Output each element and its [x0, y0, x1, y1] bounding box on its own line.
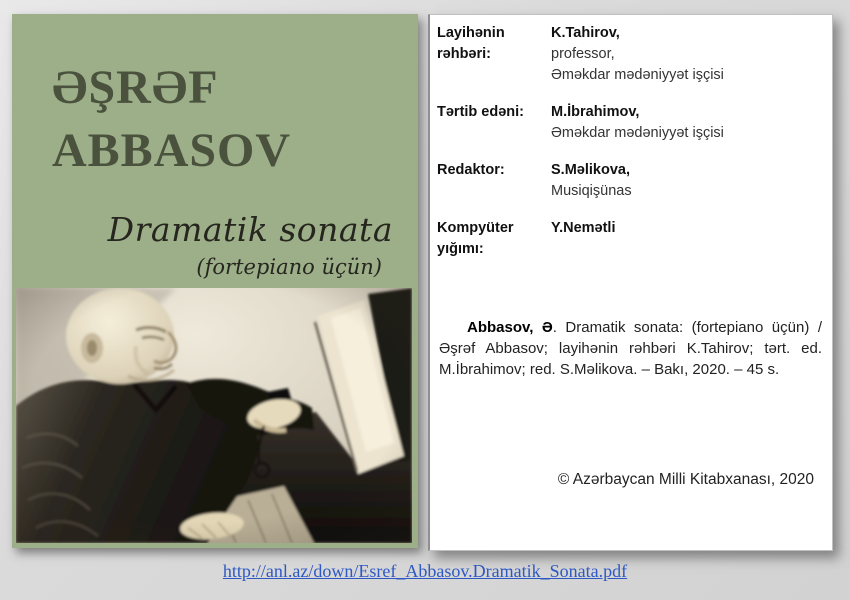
citation-text: . Dramatik sonata: (fortepiano üçün) / Əşrəf Abbasov; layihənin rəhbəri K.Tahirov; tərt. ed. M.İbrahimov; red. S.Məlikova. – Bakı, 2020. – 45 s. — [439, 319, 822, 378]
copyright-line: © Azərbaycan Milli Kitabxanası, 2020 — [557, 471, 814, 488]
credits-block — [437, 23, 822, 276]
credit-value — [551, 23, 822, 86]
cover-author-line2: ABBASOV — [52, 124, 292, 177]
credit-label: Redaktor: — [437, 162, 505, 178]
credit-person-name: S.Məlikova, — [551, 162, 630, 178]
title-page — [428, 14, 833, 551]
pdf-link[interactable]: http://anl.az/down/Esref_Abbasov.Dramatik_Sonata.pdf — [222, 561, 628, 581]
credit-label: Layihənin rəhbəri: — [437, 25, 505, 62]
cover-title: Dramatik sonata — [107, 210, 393, 249]
credit-row-project-leader — [437, 23, 822, 86]
cover-subtitle: (fortepiano üçün) — [196, 255, 382, 279]
credit-detail-line: Əməkdar mədəniyyət işçisi — [551, 125, 724, 141]
credit-person-name: M.İbrahimov, — [551, 104, 640, 120]
credit-value — [551, 102, 822, 144]
cover-author-name — [52, 56, 291, 182]
composer-photo — [16, 288, 412, 543]
bibliographic-citation — [439, 317, 822, 380]
credit-row-typesetting — [437, 218, 822, 260]
credit-detail-line: Musiqişünas — [551, 183, 632, 199]
footer — [0, 561, 850, 582]
credit-label: Tərtib edəni: — [437, 104, 525, 120]
composer-at-piano-illustration — [16, 288, 412, 543]
citation-author: Abbasov, Ə — [467, 319, 553, 336]
credit-label: Kompyüter yığımı: — [437, 220, 514, 257]
credit-row-editor — [437, 160, 822, 202]
credit-person-name: K.Tahirov, — [551, 25, 620, 41]
credit-value — [551, 218, 822, 260]
credit-row-compiler — [437, 102, 822, 144]
credit-person-name: Y.Nemətli — [551, 220, 616, 236]
cover-author-line1: ƏŞRƏF — [52, 61, 219, 114]
book-cover — [12, 14, 418, 548]
credit-detail-line: professor, — [551, 46, 615, 62]
credit-value — [551, 160, 822, 202]
credit-detail-line: Əməkdar mədəniyyət işçisi — [551, 67, 724, 83]
